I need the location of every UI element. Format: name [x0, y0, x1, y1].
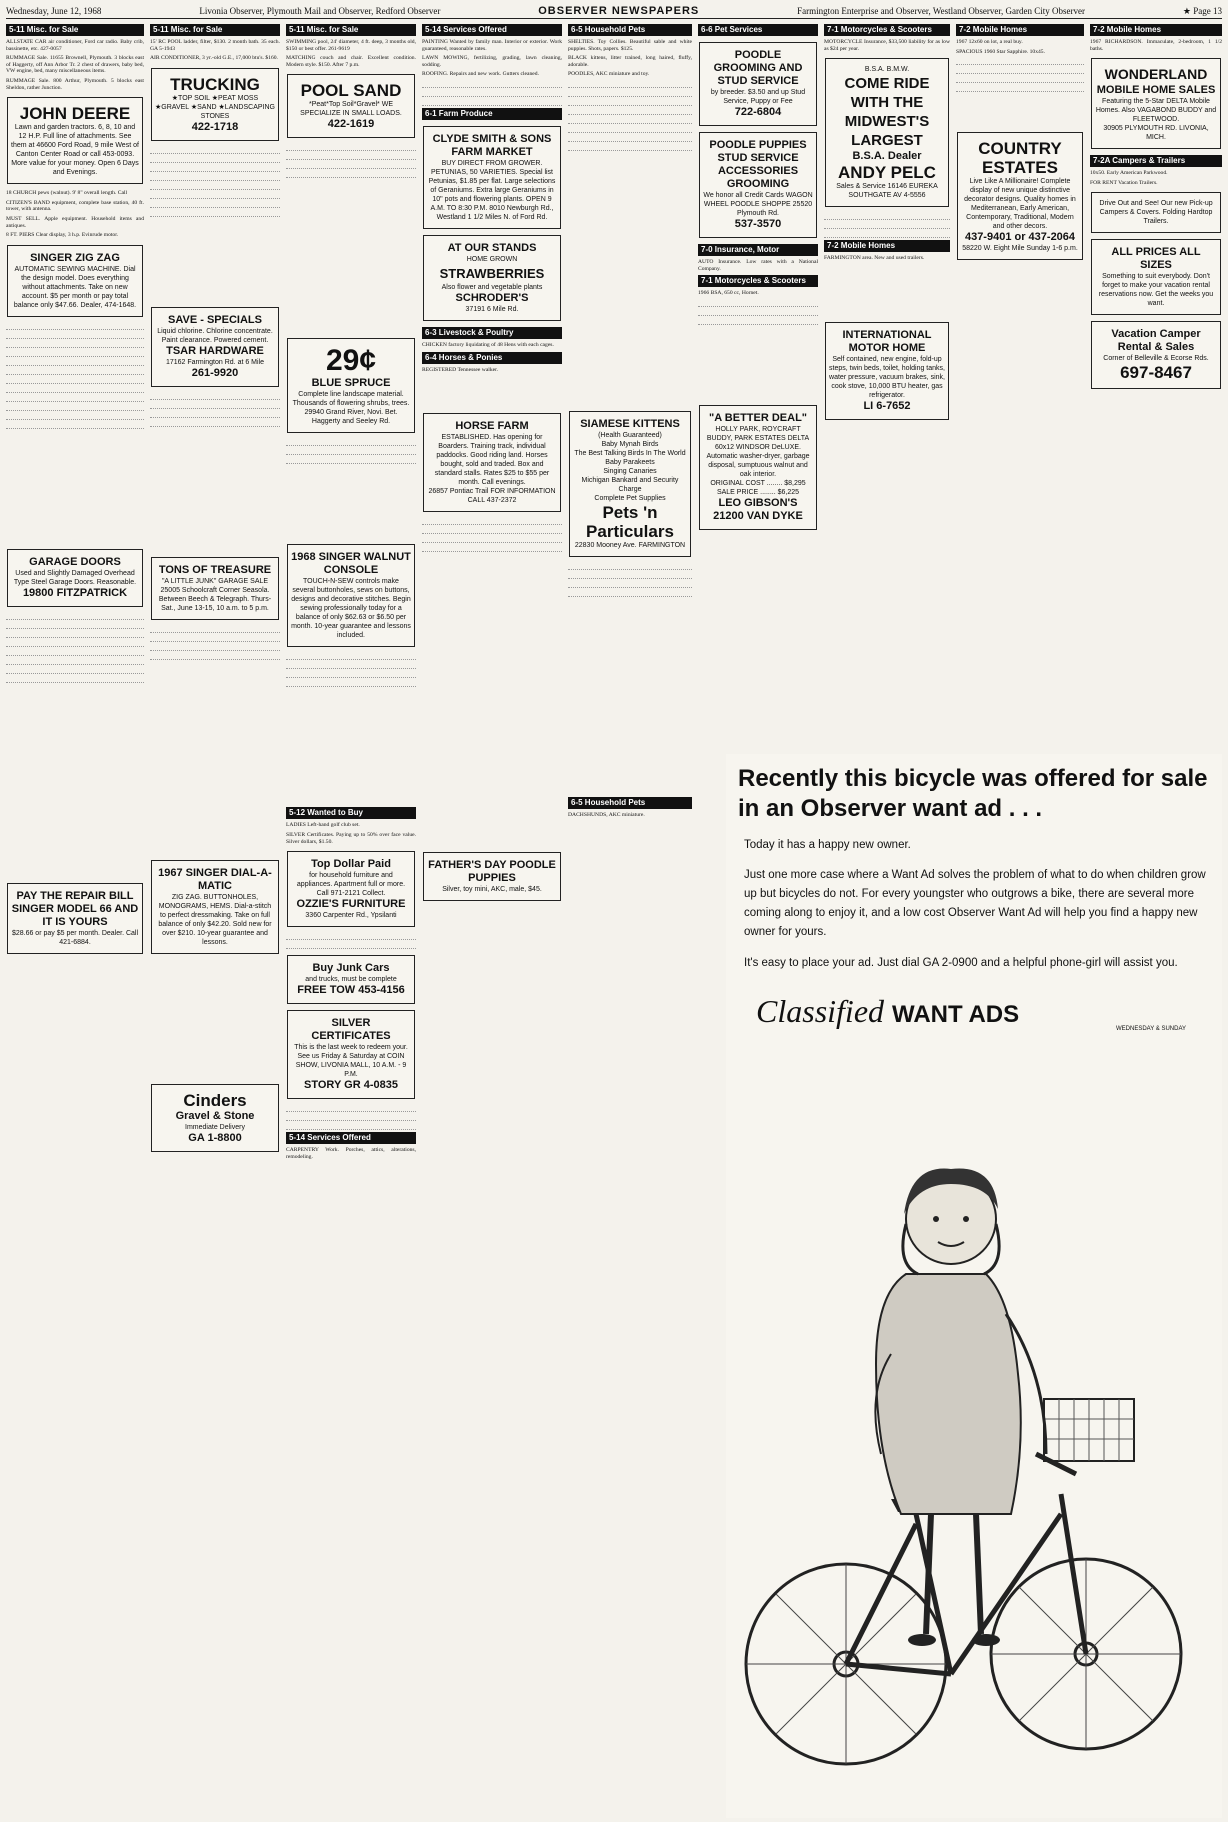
display-ad-singer-zigzag: [7, 245, 143, 317]
chain-stay: [846, 1664, 951, 1674]
display-ad-junk-cars: [287, 955, 415, 1004]
display-ad-tons-of-treasure: [151, 557, 279, 620]
ad-title: Vacation Camper Rental & Sales: [1111, 328, 1201, 354]
classified-ad: MOTORCYCLE Insurance, $33,500 liability for as low as $24 per year.: [824, 39, 950, 52]
column-2: [150, 22, 280, 1818]
ad-text: for household furniture and appliances. Apartment full or more. Call 971-2121 Collect.: [296, 872, 406, 898]
ad-phone: 697-8467: [1120, 363, 1192, 383]
ad-text: Immediate Delivery: [185, 1123, 245, 1131]
ad-address: 58220 W. Eight Mile Sunday 1-6 p.m.: [962, 245, 1078, 253]
girl-on-bicycle-illustration: [726, 754, 1222, 1818]
ad-text: We honor all Credit Cards WAGON WHEEL POODLE SHOPPE 25520 Plymouth Rd.: [703, 192, 813, 217]
ad-address: Corner of Belleville & Ecorse Rds.: [1103, 355, 1209, 363]
ad-address: 19800 FITZPATRICK: [22, 586, 128, 599]
classified-ad: SPACIOUS 1960 Star Sapphire. 10x45.: [956, 48, 1045, 55]
ad-text: TOUCH-N-SEW controls make several buttonholes, sews on buttons, designs and decorative stitches. Begin sewing professionally today for a balance of only $62.63 or $6.50 per month. 10-year guarantee and lessons included.: [291, 578, 411, 640]
classified-ad: SILVER Certificates. Paying up to 50% over face value. Silver dollars, $1.50.: [286, 831, 416, 845]
promo-headline: Recently this bicycle was offered for sale in an Observer want ad . . .: [738, 765, 1208, 822]
display-ad-garage-doors: [7, 549, 143, 607]
section-header: 7-1 Motorcycles & Scooters: [824, 24, 950, 36]
seat-tube: [916, 1514, 951, 1674]
classified-ad: 8 FT. PIERS Clear display, 3 h.p. Evinrude motor.: [6, 232, 119, 239]
ad-subtitle: MOBILE HOME SALES: [1096, 84, 1216, 97]
ad-title: 1967 SINGER DIAL-A-MATIC: [158, 866, 272, 892]
ad-text: Drive Out and See! Our new Pick-up Campers & Covers. Folding Hardtop Trailers.: [1099, 200, 1213, 226]
ad-text: This is the last week to redeem your. See us Friday & Saturday at COIN SHOW, LIVONIA MALL, 10 A.M. - 9 P.M.: [294, 1044, 408, 1079]
ad-text: ★TOP SOIL ★PEAT MOSS ★GRAVEL ★SAND ★LANDSCAPING STONES: [155, 94, 275, 120]
section-header: 7-1 Motorcycles & Scooters: [698, 275, 818, 287]
classified-ad: 1966 BSA, 650 cc, Hornet.: [698, 290, 759, 297]
display-ad-john-deere: [7, 97, 143, 184]
ad-text: "A LITTLE JUNK" GARAGE SALE 25005 Schoolcraft Corner Seasola. Between Beech & Telegraph. Thurs-Sat., June 13-15, 10 a.m. to 5 p.m.: [158, 577, 272, 612]
ad-item: Michigan Bankard and Security Charge: [581, 476, 679, 493]
ad-subtitle: Gravel & Stone: [175, 1109, 255, 1122]
promo-paragraph: Today it has a happy new owner.: [744, 838, 911, 851]
issue-date: Wednesday, June 12, 1968: [6, 6, 102, 16]
section-header: 6-5 Household Pets: [568, 24, 692, 36]
ad-title: Cinders: [183, 1090, 247, 1110]
classified-ad: SWIMMING pool, 24' diameter, 4 ft. deep, 3 months old, $150 or best offer. 261-9619: [286, 39, 416, 52]
section-header: 5-12 Wanted to Buy: [286, 807, 416, 819]
classified-ad: ALLSTATE CAR air conditioner, Ford car radio. Baby crib, bassinette, etc. 427-0057: [6, 39, 144, 52]
ad-item: Baby Mynah Birds: [601, 440, 659, 448]
ad-text: Complete line landscape material. Thousands of flowering shrubs, trees. 29940 Grand River, Novi. Bet. Haggerty and Seeley Rd.: [292, 391, 410, 426]
ad-text: (Health Guaranteed): [598, 431, 662, 439]
fork: [1061, 1494, 1086, 1654]
ad-title: SILVER CERTIFICATES: [311, 1017, 391, 1043]
ad-text: by breeder. $3.50 and up Stud Service, Puppy or Fee: [710, 89, 806, 105]
display-ad-pets-n-particulars: [569, 411, 691, 557]
ad-phone: 422-1718: [191, 120, 239, 133]
ad-text: *Peat*Top Soil*Gravel* WE SPECIALIZE IN SMALL LOADS.: [300, 101, 402, 118]
section-header: 6-5 Household Pets: [568, 797, 692, 809]
ad-sale-price: SALE PRICE ........ $6,225: [716, 488, 800, 496]
classified-ad: MATCHING couch and chair. Excellent condition. Modern style. $150. After 7 p.m.: [286, 55, 416, 68]
ad-title: SINGER ZIG ZAG: [30, 251, 120, 264]
section-header: 5-11 Misc. for Sale: [150, 24, 280, 36]
ad-title: INTERNATIONAL MOTOR HOME: [842, 328, 932, 354]
classified-ad: FOR RENT Vacation Trailers.: [1090, 179, 1158, 186]
display-ad-poodle-puppies: [423, 852, 561, 901]
display-ad-strawberries: [423, 235, 561, 321]
ad-store: Pets 'n Particulars: [586, 502, 674, 541]
down-tube: [951, 1514, 1061, 1674]
display-ad-andy-pelc: [825, 58, 949, 207]
column-5: [568, 22, 692, 1818]
ad-title: GARAGE DOORS: [29, 555, 121, 568]
column-9: [1090, 22, 1222, 742]
ad-title: JOHN DEERE: [19, 104, 131, 124]
section-header: 5-11 Misc. for Sale: [6, 24, 144, 36]
ad-text: HOLLY PARK, ROYCRAFT BUDDY, PARK ESTATES DELTA 60x12 WINDSOR DeLUXE. Automatic washer-dryer, garbage disposal, sumptuous walnut and oak interior.: [706, 425, 810, 478]
ad-item: Baby Parakeets: [605, 458, 655, 466]
display-ad-singer-walnut: [287, 544, 415, 647]
display-ad-vacation-camper: [1091, 321, 1221, 389]
display-ad-trucking: [151, 68, 279, 141]
ad-text: $28.66 or pay $5 per month. Dealer. Call 421-6884.: [11, 929, 139, 946]
ad-text: AUTOMATIC SEWING MACHINE. Dial the design model. Does everything without attachments. Take on new account. $5 per month or pay total balance only $47.66. Dealer, 474-1648.: [13, 265, 137, 309]
section-header: 7-2 Mobile Homes: [824, 240, 950, 252]
ad-contact: 26857 Pontiac Trail FOR INFORMATION CALL 437-2372: [428, 488, 556, 505]
ad-title: POODLE GROOMING AND STUD SERVICE: [713, 49, 803, 87]
promo-paragraph: Just one more case where a Want Ad solves the problem of what to do when children grow up but bicycles do not. For every youngster who outgrows a bike, there are several more coming along to enjoy it, and a low cost Observer Want Ad will help you find a happy new owner for yours.: [744, 869, 1206, 938]
ad-title: POODLE PUPPIES STUD SERVICE ACCESSORIES GROOMING: [709, 139, 807, 190]
ad-title: TONS OF TREASURE: [158, 563, 272, 576]
ad-title: 1968 SINGER WALNUT CONSOLE: [291, 551, 411, 577]
masthead-brand: OBSERVER NEWSPAPERS: [538, 5, 700, 17]
ad-title: AT OUR STANDS: [447, 241, 537, 254]
ad-title: PAY THE REPAIR BILL SINGER MODEL 66 AND IT IS YOURS: [11, 889, 139, 928]
section-header: 5-11 Misc. for Sale: [286, 24, 416, 36]
classified-ad: POODLES, AKC miniature and toy.: [568, 71, 650, 78]
classified-ad: ROOFING. Repairs and new work. Gutters cleaned.: [422, 71, 539, 78]
classified-ad: DACHSHUNDS, AKC miniature.: [568, 811, 645, 818]
ad-text: HOME GROWN: [466, 255, 518, 263]
ad-title: CLYDE SMITH & SONS FARM MARKET: [432, 132, 552, 158]
page-number: ★ Page 13: [1182, 5, 1222, 16]
ad-address: 22830 Mooney Ave. FARMINGTON: [574, 541, 686, 549]
section-header: 7-2 Mobile Homes: [956, 24, 1084, 36]
display-ad-horse-farm: [423, 413, 561, 512]
ad-text: Something to suit everybody. Don't forget to make your vacation rental reservations now. Get the weeks you want.: [1098, 273, 1214, 308]
section-header: 5-14 Services Offered: [422, 24, 562, 36]
classified-ad: 15' RC POOL ladder, filter, $130. 2 month bath. 35 each. GA 5-1943: [150, 39, 280, 52]
display-ad-blue-spruce: [287, 338, 415, 433]
section-header: 6-6 Pet Services: [698, 24, 818, 36]
handlebar: [1036, 1454, 1076, 1474]
ad-title: FATHER'S DAY POODLE PUPPIES: [428, 859, 556, 885]
ad-dealer: LEO GIBSON'S: [718, 496, 798, 509]
ad-text: Silver, toy mini, AKC, male, $45.: [442, 886, 542, 894]
display-ad-wonderland: [1091, 58, 1221, 149]
logo-tagline: WEDNESDAY & SUNDAY: [1116, 1025, 1187, 1032]
display-ad-save-specials: [151, 307, 279, 387]
ad-phone: 437-9401 or 437-2064: [964, 231, 1076, 244]
ad-text: Also flower and vegetable plants: [441, 283, 543, 291]
ad-title: WONDERLAND: [1104, 66, 1208, 83]
ad-text: Live Like A Millionaire! Complete display of new unique distinctive decorator designs. Quality homes in Mediterranean, Early American, Contemporary, Traditional, Modern and other decors.: [964, 178, 1076, 231]
ad-phone: STORY GR 4-0835: [304, 1079, 398, 1092]
ad-phone: LI 6-7652: [863, 399, 911, 412]
ad-title: "A BETTER DEAL": [708, 411, 808, 424]
want-ads-promo: [726, 754, 1222, 1818]
ad-address: 3360 Carpenter Rd., Ypsilanti: [305, 912, 397, 920]
classified-ad: RUMMAGE Sale. 11655 Brownell, Plymouth. 3 blocks east of Haggerty, off Ann Arbor Tr. 2 chest of drawers, baby bed, VW engine, bed, many miscellaneous items.: [6, 55, 144, 75]
classified-ad: SHELTIES. Toy Collies. Beautiful sable and white puppies. Shots, papers. $125.: [568, 39, 692, 52]
ad-dealer: ANDY PELC: [838, 163, 936, 183]
display-ad-top-dollar: [287, 851, 415, 927]
display-ad-pickup-campers: [1091, 192, 1221, 233]
logo-bold: WANT ADS: [892, 1000, 1020, 1028]
classified-ad: AUTO Insurance. Low rates with a National Company.: [698, 259, 818, 272]
ad-text: Lawn and garden tractors. 6, 8, 10 and 12 H.P. Full line of attachments. See them at 46600 Ford Road, 9 mile West of Canton Center Road or call 453-0093. More value for your money. Open 6 Days and Evenings.: [11, 124, 139, 177]
section-header: 7-0 Insurance, Motor: [698, 244, 818, 256]
classified-ad: 18 CHURCH pews (walnut). 9' 8" overall length. Call: [6, 190, 128, 197]
ad-store: TSAR HARDWARE: [166, 344, 264, 357]
classified-page: [6, 22, 1222, 1818]
ad-text: ZIG ZAG. BUTTONHOLES, MONOGRAMS, HEMS. Dial-a-stitch to perfect dressmaking. Take on full balance of only $42.20. Sold new for over $210. 10-year guarantee and lessons.: [158, 893, 272, 946]
classified-ad: CITIZEN'S BAND equipment, complete base station, 40 ft. tower, with antenna.: [6, 199, 144, 213]
ad-text: ESTABLISHED. Has opening for Boarders. Training track, individual paddocks. Good riding land. Horses bought, sold and traded. Box and standard stalls. Rates $25 to $55 per month. Call evenings.: [434, 434, 550, 487]
ad-store: SCHRODER'S: [455, 291, 529, 304]
page-header: [6, 4, 1222, 19]
column-3: [286, 22, 416, 1818]
classified-ad: MUST SELL. Apple equipment. Household items and antiques.: [6, 215, 144, 229]
display-ad-wagon-wheel: [699, 132, 817, 238]
ad-address: 21200 VAN DYKE: [713, 509, 803, 522]
classified-ad: RUMMAGE Sale. 800 Arthur, Plymouth. 5 blocks east Sheldon, rather Junction.: [6, 77, 144, 91]
ad-item: Singing Canaries: [603, 467, 657, 475]
ad-subtitle: B.S.A. Dealer: [852, 150, 922, 163]
ad-item: The Best Talking Birds In The World: [574, 449, 686, 457]
ad-title: SAVE - SPECIALS: [168, 313, 262, 326]
classified-ad: FARMINGTON area. New and used trailers.: [824, 255, 925, 262]
ad-phone: 422-1619: [327, 118, 375, 131]
section-header: 6-1 Farm Produce: [422, 108, 562, 120]
column-6: [698, 22, 818, 742]
section-header: 6-4 Horses & Ponies: [422, 352, 562, 364]
ad-title: BLUE SPRUCE: [311, 377, 391, 390]
ad-phone: 537-3570: [734, 218, 782, 230]
ad-text: and trucks, must be complete: [305, 976, 397, 984]
display-ad-country-estates: [957, 132, 1083, 260]
ad-phone: 722-6804: [734, 106, 782, 118]
ad-address: 17162 Farmington Rd. at 6 Mile: [165, 358, 265, 366]
ad-brands: B.S.A. B.M.W.: [864, 66, 910, 74]
ad-store: OZZIE'S FURNITURE: [296, 898, 406, 911]
ad-subtitle: STRAWBERRIES: [439, 265, 545, 281]
ad-title: Buy Junk Cars: [312, 962, 390, 975]
logo-script: Classified: [756, 992, 885, 1029]
ad-text: Featuring the 5-Star DELTA Mobile Homes. Also VAGABOND BUDDY and FLEETWOOD.: [1095, 98, 1217, 124]
display-ad-singer-dial-a-matic: [151, 860, 279, 954]
ad-title: TRUCKING: [170, 74, 260, 94]
display-ad-silver-certificates: [287, 1010, 415, 1099]
ad-title: COUNTRY ESTATES: [978, 139, 1062, 178]
display-ad-cinders: [151, 1084, 279, 1152]
papers-left: Livonia Observer, Plymouth Mail and Observer, Redford Observer: [199, 6, 441, 16]
ad-address: 37191 6 Mile Rd.: [465, 305, 519, 313]
ad-text: BUY DIRECT FROM GROWER. PETUNIAS, 50 VARIETIES. Special list Petunias, $1.85 per flat. Large selections of Geraniums. Extra large Geraniums in 10" pots and flowering plants. OPEN 9 A.M. TO 8:30 P.M. 8010 Newburgh Rd., Westland 1 1/2 Miles N. of Ford Rd.: [428, 159, 556, 221]
ad-address: Sales & Service 16146 EUREKA SOUTHGATE AV 4-5556: [836, 183, 938, 200]
column-1: [6, 22, 144, 1818]
classified-ad: PAINTING Wanted by family man. Interior or exterior. Work guaranteed, reasonable rates.: [422, 39, 562, 52]
display-ad-poodle-grooming: [699, 42, 817, 126]
section-header: 5-14 Services Offered: [286, 1132, 416, 1144]
ad-phone: FREE TOW 453-4156: [297, 984, 405, 997]
ad-text: Used and Slightly Damaged Overhead Type Steel Garage Doors. Reasonable.: [13, 569, 137, 586]
column-8: [956, 22, 1084, 742]
column-4: [422, 22, 562, 1818]
classified-ad: AIR CONDITIONER, 3 yr.-old G.E., 17,000 btu's. $160.: [150, 55, 278, 62]
display-ad-motor-home: [825, 322, 949, 420]
display-ad-better-deal: [699, 405, 817, 530]
classified-ad: LADIES Left-hand golf club set.: [286, 822, 360, 829]
ad-title: HORSE FARM: [455, 420, 529, 433]
classified-ad: 10x50. Early American Parkwood.: [1090, 170, 1168, 177]
section-header: 7-2 Mobile Homes: [1090, 24, 1222, 36]
ad-phone: GA 1-8800: [188, 1131, 242, 1144]
classified-ad: CARPENTRY Work. Porches, attics, alterations, remodeling.: [286, 1147, 416, 1160]
ad-title: POOL SAND: [300, 81, 402, 101]
papers-right: Farmington Enterprise and Observer, Westland Observer, Garden City Observer: [797, 6, 1085, 16]
display-ad-all-prices: [1091, 239, 1221, 315]
ad-price: 29¢: [325, 344, 377, 378]
classified-ad: 1967 12x60 on lot, a real buy.: [956, 39, 1023, 45]
display-ad-singer-repair: [7, 883, 143, 954]
ad-title: Top Dollar Paid: [311, 858, 391, 871]
ad-address: 30905 PLYMOUTH RD. LIVONIA, MICH.: [1103, 125, 1209, 142]
seat-stay: [846, 1524, 916, 1664]
ad-item: Complete Pet Supplies: [594, 494, 666, 502]
ad-original-cost: ORIGINAL COST ........ $8,295: [710, 479, 806, 487]
classified-ad: BLACK kittens, litter trained, long haired, fluffy, adorable.: [568, 55, 692, 68]
promo-paragraph: It's easy to place your ad. Just dial GA 2-0900 and a helpful phone-girl will assist you.: [744, 956, 1178, 969]
ad-title: ALL PRICES ALL SIZES: [1111, 246, 1201, 272]
ad-title: COME RIDE WITH THE MIDWEST'S LARGEST: [844, 75, 930, 150]
ad-text: Self contained, new engine, fold-up steps, twin beds, toilet, holding tanks, water pressure, vacuum brakes, sink, cook stove, 10,000 BTU heater, gas refrigerator.: [829, 355, 945, 399]
ad-text: Liquid chlorine. Chlorine concentrate. Paint clearance. Powered cement.: [157, 327, 273, 344]
display-ad-clyde-smith: [423, 126, 561, 229]
column-7: [824, 22, 950, 742]
classified-ad: LAWN MOWING, fertilizing, grading, lawn cleaning, sodding.: [422, 55, 562, 68]
ad-title: SIAMESE KITTENS: [580, 417, 680, 430]
classified-ad: 1967 RICHARDSON. Immaculate, 2-bedroom, 1 1/2 baths.: [1090, 39, 1222, 52]
classified-ad: CHICKEN factory liquidating of 48 Hens with each cages.: [422, 341, 554, 348]
display-ad-pool-sand: [287, 74, 415, 138]
section-header: 7-2A Campers & Trailers: [1090, 155, 1222, 167]
section-header: 6-3 Livestock & Poultry: [422, 327, 562, 339]
ad-phone: 261-9920: [191, 366, 239, 379]
classified-ad: REGISTERED Tennessee walker.: [422, 366, 499, 373]
